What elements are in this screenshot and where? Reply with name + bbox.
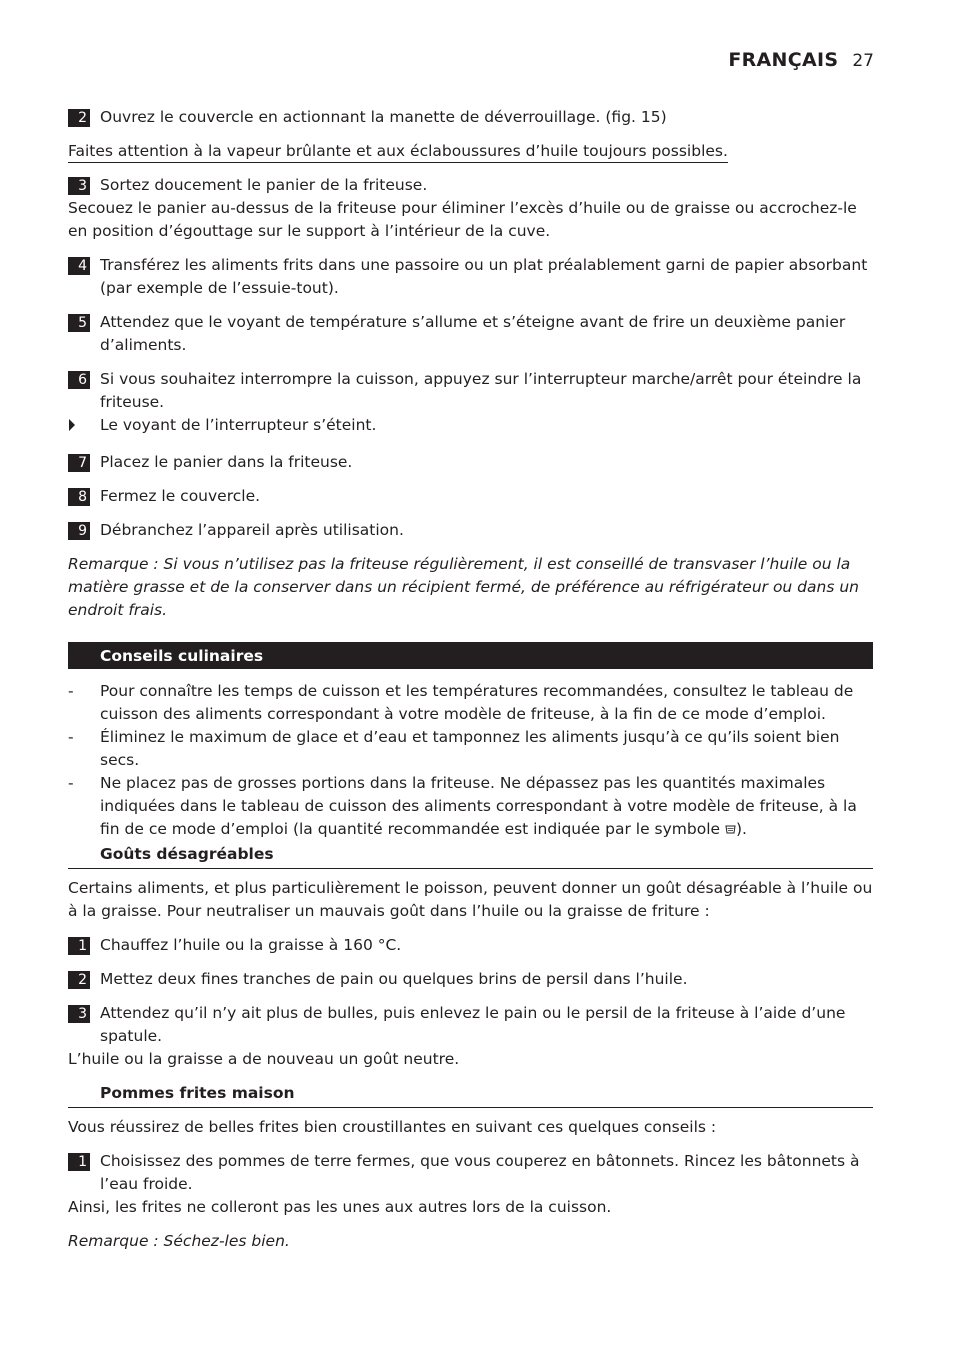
step-3-detail: Secouez le panier au-dessus de la friteuse pour éliminer l’excès d’huile ou de graisse ou accrochez-le en position d’égouttage sur le support à l’intérieur de la cuve. bbox=[68, 199, 857, 240]
result-text: Le voyant de l’interrupteur s’éteint. bbox=[100, 416, 377, 434]
step-4 bbox=[68, 254, 873, 300]
tastes-step-2 bbox=[68, 968, 873, 991]
step-number: 3 bbox=[68, 177, 90, 195]
step-text: Attendez que le voyant de température s’allume et s’éteigne avant de frire un deuxième panier d’aliments. bbox=[100, 313, 846, 354]
step-number: 1 bbox=[68, 937, 90, 955]
step-7 bbox=[68, 451, 873, 474]
list-item-text: Éliminez le maximum de glace et d’eau et tamponnez les aliments jusqu’à ce qu’ils soient bien secs. bbox=[100, 728, 840, 769]
step-text: Si vous souhaitez interrompre la cuisson, appuyez sur l’interrupteur marche/arrêt pour éteindre la friteuse. bbox=[100, 370, 862, 411]
page-number: 27 bbox=[852, 51, 874, 71]
step-text: Mettez deux fines tranches de pain ou quelques brins de persil dans l’huile. bbox=[100, 970, 688, 988]
step-8 bbox=[68, 485, 873, 508]
result-arrow-icon bbox=[68, 414, 100, 440]
page-content bbox=[68, 106, 873, 1253]
fries-intro: Vous réussirez de belles frites bien croustillantes en suivant ces quelques conseils : bbox=[68, 1118, 717, 1136]
list-item bbox=[68, 726, 873, 772]
warning-text: Faites attention à la vapeur brûlante et aux éclaboussures d’huile toujours possibles. bbox=[68, 141, 728, 163]
list-item-text: Pour connaître les temps de cuisson et les températures recommandées, consultez le tableau de cuisson des aliments correspondant à votre modèle de friteuse, à la fin de ce mode d’emploi. bbox=[100, 682, 854, 723]
section-heading-fries: Pommes frites maison bbox=[68, 1082, 873, 1108]
step-6 bbox=[68, 368, 873, 414]
list-item-text: Ne placez pas de grosses portions dans la friteuse. Ne dépassez pas les quantités maximales indiquées dans le tableau de cuisson des aliments correspondant à votre modèle de friteuse, à la fin de ce mode d’emploi (la quantité recommandée est indiquée par le symbole bbox=[100, 774, 857, 838]
step-text: Attendez qu’il n’y ait plus de bulles, puis enlevez le pain ou le persil de la friteuse à l’aide d’une spatule. bbox=[100, 1004, 846, 1045]
fries-step-1 bbox=[68, 1150, 873, 1196]
step-text: Choisissez des pommes de terre fermes, que vous couperez en bâtonnets. Rincez les bâtonnets à l’eau froide. bbox=[100, 1152, 860, 1193]
step-number: 8 bbox=[68, 488, 90, 506]
list-item bbox=[68, 680, 873, 726]
step-number: 2 bbox=[68, 109, 90, 127]
dash-marker: - bbox=[68, 682, 74, 700]
step-number: 5 bbox=[68, 314, 90, 332]
tastes-result: L’huile ou la graisse a de nouveau un goût neutre. bbox=[68, 1050, 460, 1068]
step-2 bbox=[68, 106, 873, 129]
step-number: 7 bbox=[68, 454, 90, 472]
step-number: 1 bbox=[68, 1153, 90, 1171]
step-number: 6 bbox=[68, 371, 90, 389]
fries-note: Remarque : Séchez-les bien. bbox=[68, 1232, 290, 1250]
tastes-step-3 bbox=[68, 1002, 873, 1048]
step-number: 4 bbox=[68, 257, 90, 275]
tastes-step-1 bbox=[68, 934, 873, 957]
dash-marker: - bbox=[68, 774, 74, 792]
list-item-text-wrap bbox=[100, 772, 873, 841]
step-5 bbox=[68, 311, 873, 357]
step-text: Chauffez l’huile ou la graisse à 160 °C. bbox=[100, 936, 402, 954]
step-number: 3 bbox=[68, 1005, 90, 1023]
step-number: 9 bbox=[68, 522, 90, 540]
step-text: Placez le panier dans la friteuse. bbox=[100, 453, 353, 471]
section-heading-tastes: Goûts désagréables bbox=[68, 843, 873, 869]
step-number: 2 bbox=[68, 971, 90, 989]
dash-marker: - bbox=[68, 728, 74, 746]
step-6-result bbox=[68, 414, 873, 440]
section-heading-tips: Conseils culinaires bbox=[68, 642, 873, 669]
tastes-intro: Certains aliments, et plus particulièrement le poisson, peuvent donner un goût désagréable à l’huile ou à la graisse. Pour neutraliser un mauvais goût dans l’huile ou la graisse de friture : bbox=[68, 879, 873, 920]
list-item-end: ). bbox=[735, 820, 747, 838]
step-text: Sortez doucement le panier de la friteuse. bbox=[100, 176, 428, 194]
step-text: Transférez les aliments frits dans une passoire ou un plat préalablement garni de papier absorbant (par exemple de l’essuie-tout). bbox=[100, 256, 868, 297]
step-3 bbox=[68, 174, 873, 197]
language-label: FRANÇAIS bbox=[728, 49, 839, 71]
warning-block bbox=[68, 140, 873, 174]
fries-result: Ainsi, les frites ne colleront pas les unes aux autres lors de la cuisson. bbox=[68, 1198, 612, 1216]
page-header bbox=[728, 49, 874, 71]
storage-note: Remarque : Si vous n’utilisez pas la friteuse régulièrement, il est conseillé de transvaser l’huile ou la matière grasse et de la conserver dans un récipient fermé, de préférence au réfrigérateur ou dans un endroit frais. bbox=[68, 555, 859, 619]
list-item bbox=[68, 772, 873, 841]
step-text: Fermez le couvercle. bbox=[100, 487, 261, 505]
step-9 bbox=[68, 519, 873, 542]
basket-quantity-icon bbox=[725, 820, 736, 838]
step-text: Ouvrez le couvercle en actionnant la manette de déverrouillage. (fig. 15) bbox=[100, 108, 667, 126]
step-text: Débranchez l’appareil après utilisation. bbox=[100, 521, 404, 539]
